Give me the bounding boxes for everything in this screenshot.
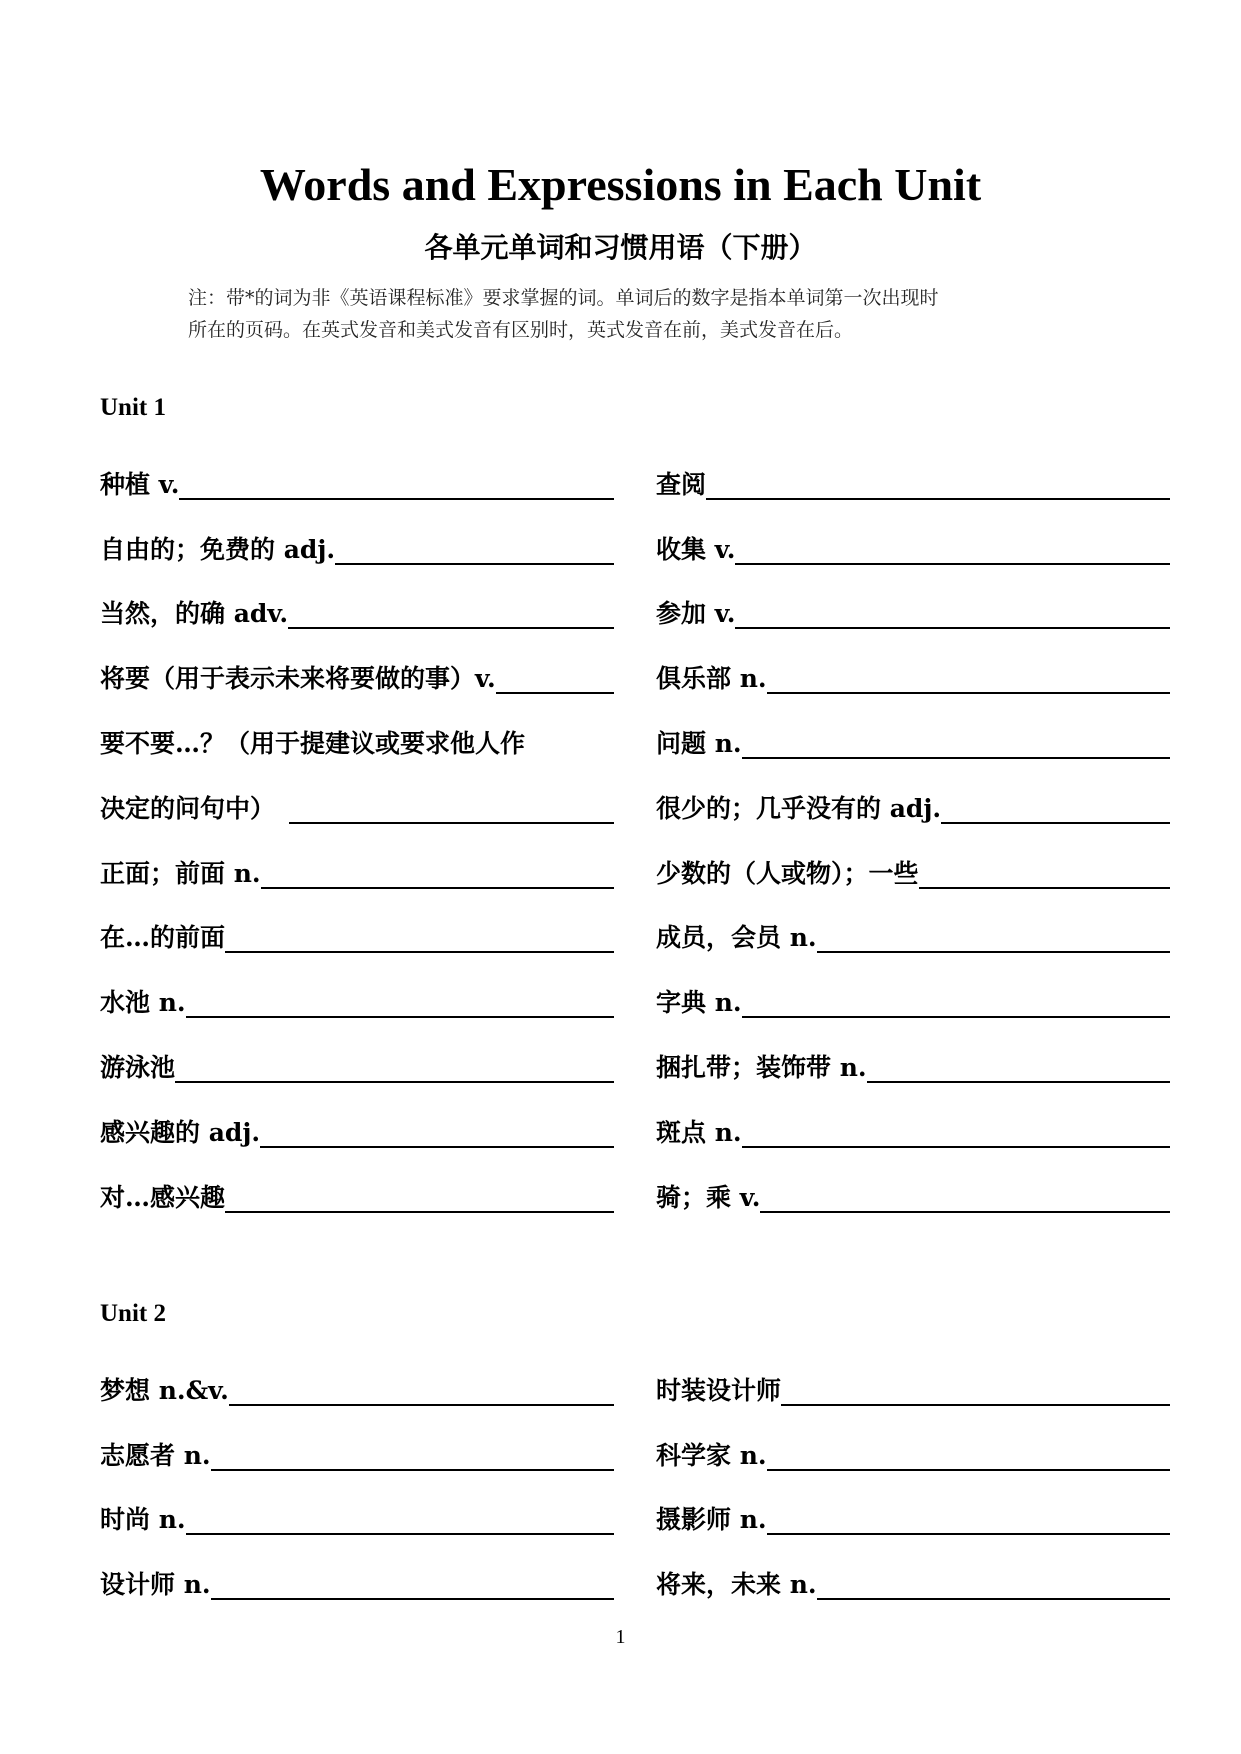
- page-title: Words and Expressions in Each Unit: [259, 159, 982, 210]
- vocab-row: [656, 697, 1170, 762]
- vocab-prompt: 将要（用于表示未来将要做的事）v.: [100, 664, 496, 694]
- vocab-prompt: 梦想 n.&v.: [100, 1375, 229, 1405]
- vocab-row: [656, 632, 1170, 697]
- vocab-prompt: 水池 n.: [100, 988, 186, 1018]
- vocab-row: [100, 503, 614, 568]
- vocab-row: [656, 1538, 1170, 1603]
- answer-blank[interactable]: [941, 792, 1170, 824]
- vocab-row: [100, 1474, 614, 1539]
- answer-blank[interactable]: [706, 468, 1170, 500]
- vocab-prompt: 要不要…？（用于提建议或要求他人作: [100, 728, 526, 758]
- vocab-prompt: 俱乐部 n.: [656, 664, 767, 694]
- vocab-row: [100, 438, 614, 503]
- vocab-row: [656, 956, 1170, 1021]
- note-line: 所在的页码。在英式发音和美式发音有区别时，英式发音在前，美式发音在后。: [188, 319, 854, 341]
- answer-blank[interactable]: [496, 662, 614, 694]
- vocab-prompt: 字典 n.: [656, 988, 742, 1018]
- unit-2-right-column: [656, 1344, 1170, 1603]
- vocab-row: [100, 632, 614, 697]
- answer-blank[interactable]: [742, 1116, 1170, 1148]
- vocab-row: [100, 1021, 614, 1086]
- vocab-row: [100, 956, 614, 1021]
- vocab-prompt: 很少的；几乎没有的 adj.: [656, 793, 942, 823]
- answer-blank[interactable]: [781, 1374, 1170, 1406]
- vocab-row: [656, 1086, 1170, 1151]
- vocab-row: [100, 1344, 614, 1409]
- answer-blank[interactable]: [175, 1051, 614, 1083]
- vocab-row: [100, 697, 614, 762]
- vocab-row: [100, 1151, 614, 1216]
- vocab-row: [656, 892, 1170, 957]
- answer-blank[interactable]: [742, 727, 1170, 759]
- vocab-prompt: 时装设计师: [656, 1375, 782, 1405]
- answer-blank[interactable]: [767, 662, 1170, 694]
- vocab-prompt: 游泳池: [100, 1052, 176, 1082]
- unit-title: Unit 1: [100, 394, 166, 421]
- answer-blank[interactable]: [767, 1503, 1170, 1535]
- answer-blank[interactable]: [261, 857, 614, 889]
- answer-blank[interactable]: [225, 921, 614, 953]
- vocab-row: [100, 568, 614, 633]
- unit-1-left-column: [100, 438, 614, 1216]
- vocab-prompt: 查阅: [656, 469, 707, 499]
- answer-blank[interactable]: [186, 986, 614, 1018]
- vocab-row: [100, 1086, 614, 1151]
- vocab-row: [656, 762, 1170, 827]
- vocab-prompt: 斑点 n.: [656, 1117, 742, 1147]
- vocab-prompt: 摄影师 n.: [656, 1505, 767, 1535]
- vocab-row: [100, 827, 614, 892]
- answer-blank[interactable]: [335, 533, 614, 565]
- vocab-prompt: 种植 v.: [100, 469, 180, 499]
- answer-blank[interactable]: [760, 1181, 1170, 1213]
- vocab-prompt: 决定的问句中）: [100, 793, 276, 823]
- vocab-prompt: 对…感兴趣: [100, 1182, 226, 1212]
- answer-blank[interactable]: [767, 1439, 1170, 1471]
- answer-blank[interactable]: [288, 597, 614, 629]
- vocab-prompt: 少数的（人或物）；一些: [656, 858, 919, 888]
- vocab-row: [100, 762, 614, 827]
- answer-blank[interactable]: [186, 1503, 614, 1535]
- vocab-prompt: 在…的前面: [100, 923, 226, 953]
- vocab-row: [656, 568, 1170, 633]
- vocab-prompt: 捆扎带；装饰带 n.: [656, 1052, 867, 1082]
- vocab-prompt: 参加 v.: [656, 599, 736, 629]
- vocab-prompt: 科学家 n.: [656, 1440, 767, 1470]
- vocab-prompt: 将来，未来 n.: [656, 1570, 817, 1600]
- vocab-row: [656, 1021, 1170, 1086]
- answer-blank[interactable]: [817, 1568, 1170, 1600]
- page-subtitle: 各单元单词和习惯用语（下册）: [424, 231, 817, 264]
- answer-blank[interactable]: [260, 1116, 614, 1148]
- vocab-row: [656, 503, 1170, 568]
- vocab-row: [656, 827, 1170, 892]
- vocab-prompt: 时尚 n.: [100, 1505, 186, 1535]
- answer-blank[interactable]: [919, 857, 1170, 889]
- vocab-prompt: 问题 n.: [656, 728, 742, 758]
- note: [188, 282, 1068, 346]
- vocab-prompt: 当然，的确 adv.: [100, 599, 289, 629]
- page-number: 1: [615, 1626, 626, 1648]
- vocab-row: [656, 1344, 1170, 1409]
- vocab-prompt: 设计师 n.: [100, 1570, 211, 1600]
- vocab-prompt: 成员，会员 n.: [656, 923, 817, 953]
- answer-blank[interactable]: [229, 1374, 614, 1406]
- answer-blank[interactable]: [211, 1439, 614, 1471]
- answer-blank[interactable]: [817, 921, 1170, 953]
- vocab-row: [656, 1151, 1170, 1216]
- vocab-prompt: 收集 v.: [656, 534, 736, 564]
- note-line: 注：带*的词为非《英语课程标准》要求掌握的词。单词后的数字是指本单词第一次出现时: [188, 287, 939, 309]
- answer-blank[interactable]: [735, 533, 1170, 565]
- answer-blank[interactable]: [225, 1181, 614, 1213]
- vocab-row: [100, 892, 614, 957]
- unit-2-left-column: [100, 1344, 614, 1603]
- vocab-prompt: 志愿者 n.: [100, 1440, 211, 1470]
- vocab-prompt: 正面；前面 n.: [100, 858, 261, 888]
- answer-blank[interactable]: [735, 597, 1170, 629]
- vocab-row: [656, 1409, 1170, 1474]
- answer-blank[interactable]: [289, 792, 614, 824]
- unit-title: Unit 2: [100, 1300, 166, 1327]
- vocab-row: [656, 1474, 1170, 1539]
- vocab-prompt: 感兴趣的 adj.: [100, 1117, 261, 1147]
- vocab-prompt: 自由的；免费的 adj.: [100, 534, 336, 564]
- vocab-row: [100, 1409, 614, 1474]
- answer-blank[interactable]: [179, 468, 614, 500]
- answer-blank[interactable]: [211, 1568, 614, 1600]
- vocab-row: [100, 1538, 614, 1603]
- answer-blank[interactable]: [867, 1051, 1170, 1083]
- vocab-row: [656, 438, 1170, 503]
- answer-blank[interactable]: [742, 986, 1170, 1018]
- unit-1-right-column: [656, 438, 1170, 1216]
- vocab-prompt: 骑；乘 v.: [656, 1182, 761, 1212]
